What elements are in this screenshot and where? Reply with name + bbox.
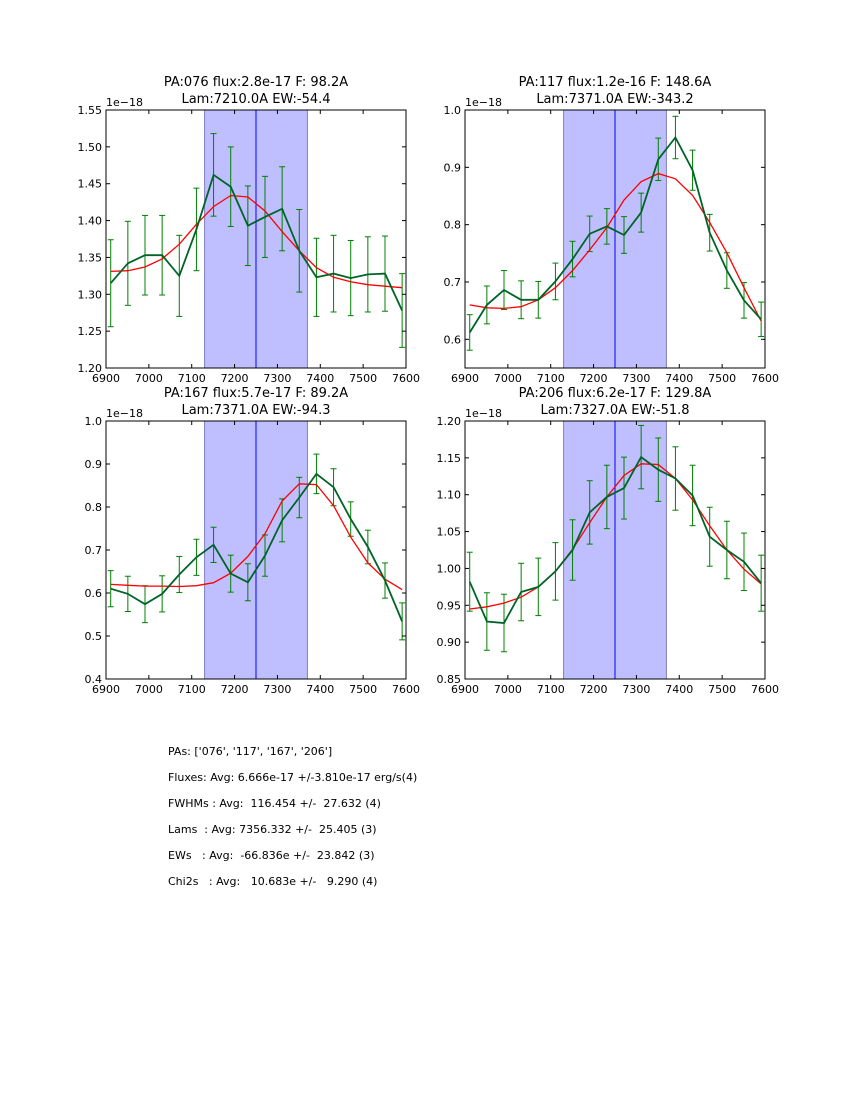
y-tick-label: 1.35 [77, 251, 102, 265]
x-tick-label: 7500 [349, 683, 378, 696]
y-offset-label: 1e−18 [465, 407, 502, 420]
y-tick-label: 0.9 [443, 161, 461, 175]
y-tick-label: 0.7 [443, 276, 461, 289]
x-tick-label: 7000 [134, 683, 163, 696]
x-tick-label: 7400 [306, 683, 335, 696]
x-tick-label: 7000 [134, 372, 163, 385]
x-tick-label: 7600 [392, 683, 420, 696]
x-tick-label: 7400 [665, 372, 694, 385]
x-tick-label: 7100 [177, 372, 206, 385]
y-tick-label: 1.45 [77, 177, 102, 191]
x-tick-label: 7400 [306, 372, 335, 385]
summary-fluxes: Fluxes: Avg: 6.666e-17 +/-3.810e-17 erg/s(4) [168, 771, 418, 784]
y-tick-label: 0.8 [84, 501, 102, 514]
summary-ews: EWs : Avg: -66.836e +/- 23.842 (3) [168, 849, 375, 862]
subplot-title-line1: PA:117 flux:1.2e-16 F: 148.6A [518, 75, 712, 90]
y-tick-label: 1.30 [77, 288, 102, 302]
plot-area [467, 110, 764, 368]
x-tick-label: 7500 [708, 372, 737, 385]
plot-area [108, 110, 405, 368]
summary-lams: Lams : Avg: 7356.332 +/- 25.405 (3) [168, 823, 377, 836]
y-tick-label: 0.5 [84, 630, 102, 643]
subplot-3 [85, 386, 421, 696]
y-tick-label: 1.00 [436, 562, 461, 576]
subplot-title-line1: PA:076 flux:2.8e-17 F: 98.2A [163, 75, 349, 90]
subplot-2 [444, 75, 780, 385]
x-tick-label: 6900 [92, 372, 120, 385]
subplot-title-line2: Lam:7371.0A EW:-94.3 [181, 403, 331, 418]
x-tick-label: 7600 [751, 372, 779, 385]
x-tick-label: 6900 [451, 683, 479, 696]
plot-area [467, 421, 764, 679]
subplot-title-line1: PA:206 flux:6.2e-17 F: 129.8A [518, 386, 712, 401]
x-tick-label: 7100 [177, 683, 206, 696]
x-tick-label: 7300 [622, 683, 651, 696]
x-tick-label: 7000 [493, 683, 522, 696]
x-tick-label: 7300 [263, 372, 292, 385]
plot-area [108, 421, 405, 679]
y-tick-label: 0.6 [84, 587, 102, 600]
x-tick-label: 6900 [451, 372, 479, 385]
summary-pas: PAs: ['076', '117', '167', '206'] [168, 745, 333, 758]
summary-block [168, 745, 417, 901]
y-offset-label: 1e−18 [106, 407, 143, 420]
x-tick-label: 7200 [579, 683, 608, 696]
subplot-4 [437, 386, 780, 696]
y-tick-label: 0.6 [443, 333, 461, 347]
x-tick-label: 7200 [220, 683, 249, 696]
summary-chi2s: Chi2s : Avg: 10.683e +/- 9.290 (4) [168, 875, 378, 888]
y-tick-label: 1.25 [77, 325, 102, 339]
subplot-title-line2: Lam:7371.0A EW:-343.2 [536, 92, 694, 107]
x-tick-label: 7500 [708, 683, 737, 696]
y-tick-label: 1.15 [436, 451, 461, 465]
x-tick-label: 7400 [665, 683, 694, 696]
y-tick-label: 0.7 [84, 544, 102, 557]
y-tick-label: 0.9 [84, 458, 102, 471]
subplot-title-line2: Lam:7210.0A EW:-54.4 [181, 92, 331, 107]
y-offset-label: 1e−18 [106, 96, 143, 109]
x-tick-label: 7000 [493, 372, 522, 385]
x-tick-label: 7100 [536, 683, 565, 696]
x-tick-label: 6900 [92, 683, 120, 696]
summary-fwhms: FWHMs : Avg: 116.454 +/- 27.632 (4) [168, 797, 381, 810]
y-tick-label: 1.0 [443, 104, 461, 117]
y-tick-label: 1.40 [77, 214, 102, 228]
y-tick-label: 0.90 [436, 636, 461, 650]
subplot-1 [78, 75, 421, 385]
x-tick-label: 7200 [220, 372, 249, 385]
y-tick-label: 1.55 [77, 104, 102, 117]
y-tick-label: 1.50 [77, 140, 102, 154]
x-tick-label: 7300 [263, 683, 292, 696]
x-tick-label: 7300 [622, 372, 651, 385]
y-tick-label: 0.95 [436, 599, 461, 613]
y-tick-label: 1.20 [77, 362, 102, 375]
y-tick-label: 0.8 [443, 218, 461, 232]
x-tick-label: 7600 [751, 683, 779, 696]
x-tick-label: 7200 [579, 372, 608, 385]
y-offset-label: 1e−18 [465, 96, 502, 109]
x-tick-label: 7600 [392, 372, 420, 385]
x-tick-label: 7100 [536, 372, 565, 385]
y-tick-label: 1.05 [436, 525, 461, 539]
subplot-title-line1: PA:167 flux:5.7e-17 F: 89.2A [163, 386, 349, 401]
y-tick-label: 1.0 [84, 415, 102, 428]
subplot-title-line2: Lam:7327.0A EW:-51.8 [540, 403, 690, 418]
y-tick-label: 1.20 [436, 415, 461, 428]
y-tick-label: 0.85 [436, 673, 461, 686]
y-tick-label: 0.4 [84, 673, 102, 686]
x-tick-label: 7500 [349, 372, 378, 385]
y-tick-label: 1.10 [436, 488, 461, 502]
